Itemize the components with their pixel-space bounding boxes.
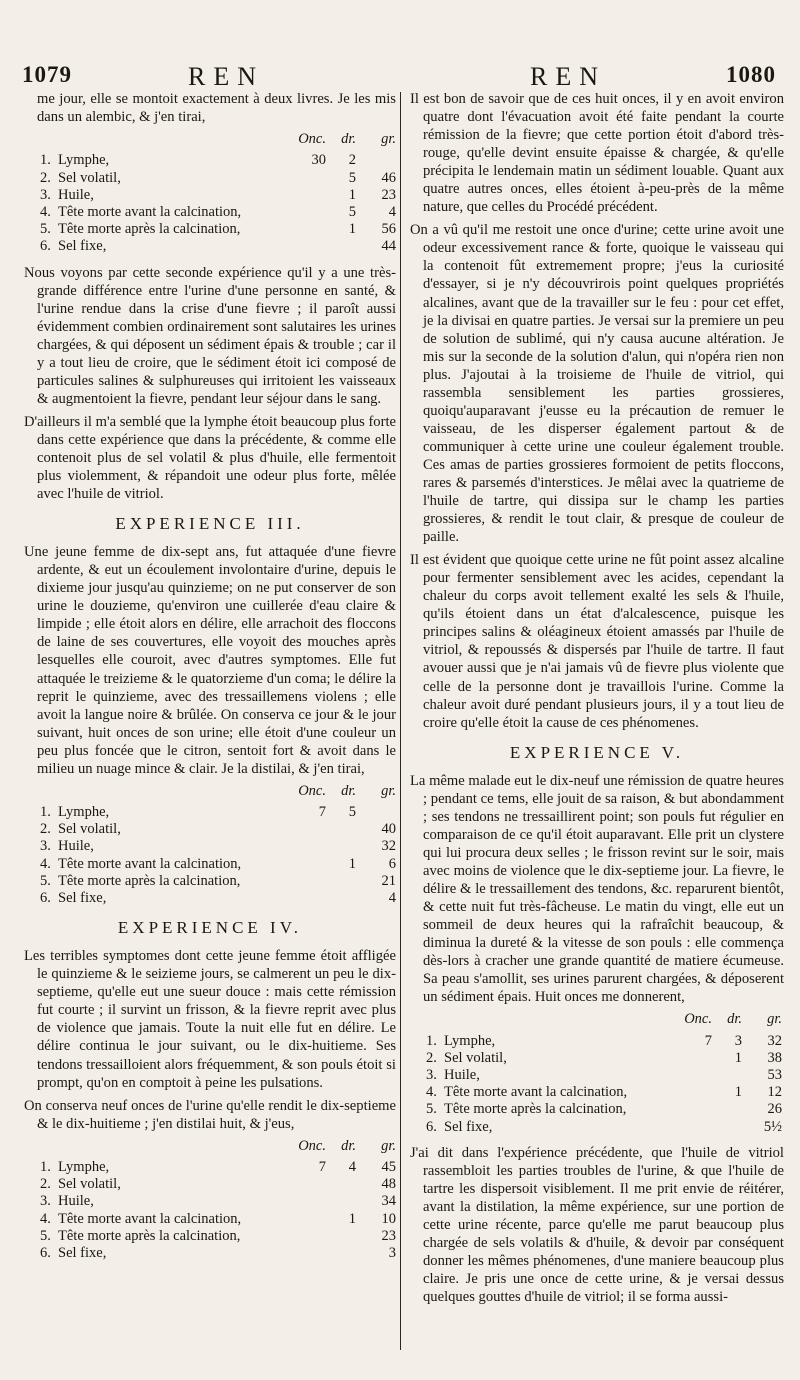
results-table-4 (426, 1011, 782, 1135)
table-row (40, 1245, 396, 1262)
table-row (426, 1101, 782, 1118)
table-row (40, 1159, 396, 1176)
value-drachmes (326, 838, 356, 855)
value-drachmes (326, 821, 356, 838)
value-grains: 34 (381, 1193, 396, 1210)
value-onces (682, 1101, 712, 1118)
row-number: 3. (40, 838, 51, 855)
value-drachmes: 5 (348, 803, 356, 820)
heading-experience-5: EXPERIENCE V. (509, 742, 685, 762)
table-row (40, 821, 396, 838)
left-page-number: 1079 (22, 62, 72, 87)
value-grains: 32 (381, 838, 396, 855)
column-divider (400, 92, 401, 1350)
value-grains (356, 152, 396, 169)
value-grains: 32 (767, 1032, 782, 1049)
unit-header: dr. (341, 131, 356, 148)
unit-header: dr. (341, 1137, 356, 1154)
value-grains: 56 (381, 221, 396, 238)
paragraph-experience-3: Une jeune femme de dix-sept ans, fut attaquée d'une fievre ardente, & eut un écoulement involontaire d'urine, depuis le dixieme jour jusqu'au quinzieme; on ne put conserver de son urine le douzieme, qu'environ une cuillerée d'eau claire & limpide ; elle étoit alors en délire, elle arrachoit des floccons de laine de ses couvertures, elle voyoit des mouches après lesquelles elle couroit, avec d'autres symptomes. Elle fut attaquée le treizieme & le quatorzieme d'un coma; le délire la reprit le quinzieme, avec des tressaillemens violens ; elle avoit la langue noire & brûlée. On conserva ce jour & le jour suivant, huit onces de son urine; elle étoit d'une couleur un peu plus foncée que le citron, sentoit fort & avoit dans le milieu un nuage mince & clair. Je la distilai, & j'en tirai, (24, 544, 396, 777)
row-label: Tête morte après la calcination, (444, 1101, 627, 1118)
row-number: 2. (40, 821, 51, 838)
value-grains: 48 (381, 1176, 396, 1193)
left-column (24, 90, 396, 1270)
results-table-2 (40, 783, 396, 907)
row-label: Tête morte avant la calcination, (58, 1210, 242, 1227)
value-onces (296, 1176, 326, 1193)
table-row (426, 1033, 782, 1050)
row-number: 2. (40, 1176, 51, 1193)
value-onces (296, 838, 326, 855)
row-label: Huile, (58, 1193, 94, 1210)
left-running-title: REN (188, 62, 264, 91)
unit-header: dr. (727, 1011, 742, 1028)
unit-header: Onc. (298, 131, 326, 148)
value-grains: 21 (381, 872, 396, 889)
value-grains: 10 (381, 1210, 396, 1227)
value-grains: 4 (388, 203, 396, 220)
value-drachmes (326, 890, 356, 907)
row-label: Sel volatil, (58, 1176, 121, 1193)
value-onces (682, 1084, 712, 1101)
results-table-3 (40, 1138, 396, 1262)
row-label: Tête morte avant la calcination, (58, 203, 242, 220)
row-label: Sel fixe, (444, 1118, 493, 1135)
value-drachmes: 1 (348, 186, 356, 203)
value-onces: 7 (704, 1032, 712, 1049)
table-row (40, 204, 396, 221)
value-drachmes: 5 (348, 169, 356, 186)
table-row (426, 1067, 782, 1084)
value-drachmes (326, 238, 356, 255)
value-onces (296, 890, 326, 907)
table-row (40, 890, 396, 907)
row-number: 3. (426, 1066, 437, 1083)
row-number: 4. (40, 1210, 51, 1227)
value-onces (296, 170, 326, 187)
value-drachmes: 1 (734, 1084, 742, 1101)
value-drachmes (326, 1228, 356, 1245)
paragraph-conserva: On conserva neuf onces de l'urine qu'elle rendit le dix-septieme & le dix-huitieme ; j'en distilai huit, & j'eus, (24, 1097, 396, 1132)
unit-header: gr. (381, 1137, 396, 1154)
results-table-1 (40, 131, 396, 255)
value-drachmes: 2 (348, 152, 356, 169)
table-row (40, 187, 396, 204)
row-number: 2. (426, 1049, 437, 1066)
row-number: 2. (40, 169, 51, 186)
value-onces (296, 187, 326, 204)
value-onces (296, 856, 326, 873)
paragraph-experience-4: Les terribles symptomes dont cette jeune femme étoit affligée le quinzieme & le seizieme jours, se calmerent un peu le dix-septieme, qu'elle eut une sueur douce : mais cette rémission fut courte ; il survint un frisson, & la fievre reprit avec plus de violence que jamais. Toute la nuit elle fut en délire. Le délire continua le jour suivant, ou le dix-huitieme. Ses tendons tressailloient alors fréquemment, & son pouls étoit si prompt, qu'on en comptoit à peine les pulsations. (24, 948, 396, 1091)
row-number: 1. (40, 803, 51, 820)
table-row (40, 170, 396, 187)
row-label: Tête morte après la calcination, (58, 872, 241, 889)
value-onces (682, 1119, 712, 1136)
row-number: 6. (40, 890, 51, 906)
unit-header: Onc. (298, 782, 326, 799)
unit-header: gr. (767, 1011, 782, 1028)
value-onces (296, 1245, 326, 1262)
unit-header: Onc. (298, 1137, 326, 1154)
value-drachmes (326, 1176, 356, 1193)
unit-header: Onc. (684, 1011, 712, 1028)
table-row (40, 856, 396, 873)
right-column (410, 90, 784, 1311)
row-number: 1. (426, 1032, 437, 1049)
row-number: 6. (40, 1244, 51, 1261)
paragraph-nous-voyons: Nous voyons par cette seconde expérience qu'il y a une très-grande différence entre l'urine d'une personne en santé, & l'urine rendue dans la crise d'une fievre ; il paroît aussi évidemment combien ordinairement sont salutaires les urines chargées, & qui déposent un sédiment épais & trouble ; car il y a tout lieu de croire, que le sédiment étoit ici composé de particules salines & sulphureuses qui irritoient les vaisseaux & augmentoient la fievre, pendant leur séjour dans le sang. (24, 264, 396, 407)
value-grains: 23 (381, 186, 396, 203)
row-label: Huile, (58, 186, 94, 203)
paragraph-experience-5: La même malade eut le dix-neuf une rémission de quatre heures ; pendant ce tems, elle jouit de sa raison, & but abondamment ; ses tendons ne tressaillirent point; son pouls fut régulier en comparaison de ce qu'il étoit auparavant. Elle prit un clystere qui lui procura deux selles ; le frisson revint sur le soir, mais avec moins de violence que le dix-septieme jour. La fievre, le délire & le tressaillement des tendons, &c. reparurent bientôt, & cette nuit fut très-fâcheuse. Le matin du vingt, elle eut un sommeil de deux heures qui la rafraîchit beaucoup, & diminua la dureté & la vitesse de son pouls : elle commença dès-lors à cracher une grande quantité de matiere écumeuse. Sa peau s'amollit, ses urines parurent chargées, & déposerent un sédiment épais. Huit onces me donnerent, (410, 772, 784, 1006)
value-grains: 6 (388, 855, 396, 872)
row-number: 4. (426, 1084, 437, 1101)
heading-experience-3: EXPERIENCE III. (115, 514, 305, 534)
unit-header: dr. (341, 782, 356, 799)
row-number: 4. (40, 203, 51, 220)
value-grains: 5½ (763, 1118, 782, 1135)
paragraph-ailleurs: D'ailleurs il m'a semblé que la lymphe étoit beaucoup plus forte dans cette expérience que dans la précédente, & comme elle contenoit plus de sel volatil & plus d'huile, elle fermentoit plus violemment, & répandoit une odeur plus forte, mêlée avec l'huile de vitriol. (24, 413, 396, 503)
value-onces: 30 (311, 152, 326, 169)
row-label: Sel fixe, (58, 890, 107, 906)
value-onces (296, 821, 326, 838)
value-drachmes: 3 (734, 1032, 742, 1049)
value-grains: 46 (381, 169, 396, 186)
row-number: 5. (40, 221, 51, 238)
row-number: 6. (40, 238, 51, 255)
value-drachmes: 1 (348, 855, 356, 872)
value-onces (682, 1050, 712, 1067)
value-onces (296, 1211, 326, 1228)
value-drachmes (326, 1245, 356, 1262)
table-row (426, 1084, 782, 1101)
value-drachmes: 1 (348, 1210, 356, 1227)
row-label: Lymphe, (444, 1032, 496, 1049)
row-label: Lymphe, (58, 1158, 110, 1175)
paragraph-bon-savoir: Il est bon de savoir que de ces huit onces, il y en avoit environ quatre dont l'évacuation avoit été faite pendant la courte rémission de la fievre; que cette portion étoit d'abord très-rouge, qu'elle devint ensuite épaisse & chargée, & qu'elle précipita le lendemain matin un sédiment louable. Quant aux quatre autres onces, elles étoient à-peu-près de la même nature, que celles du Procédé précédent. (410, 91, 784, 216)
row-label: Tête morte avant la calcination, (444, 1084, 628, 1101)
row-number: 3. (40, 1193, 51, 1210)
value-drachmes (326, 873, 356, 890)
value-grains: 4 (388, 890, 396, 906)
row-label: Sel fixe, (58, 1244, 107, 1261)
unit-header: gr. (381, 131, 396, 148)
value-onces (296, 873, 326, 890)
right-page-number: 1080 (726, 62, 776, 87)
table-row (40, 804, 396, 821)
row-number: 1. (40, 152, 51, 169)
row-label: Huile, (444, 1066, 480, 1083)
row-label: Tête morte après la calcination, (58, 221, 241, 238)
table-row (426, 1050, 782, 1067)
value-drachmes: 1 (348, 221, 356, 238)
value-grains: 44 (381, 238, 396, 255)
row-label: Tête morte après la calcination, (58, 1227, 241, 1244)
row-number: 5. (40, 872, 51, 889)
row-number: 6. (426, 1118, 437, 1135)
table-row (40, 873, 396, 890)
row-label: Huile, (58, 838, 94, 855)
row-label: Sel volatil, (58, 821, 121, 838)
value-onces (296, 1193, 326, 1210)
table-row (40, 1228, 396, 1245)
row-label: Sel fixe, (58, 238, 107, 255)
table-row (40, 221, 396, 238)
paragraph-ai-dit: J'ai dit dans l'expérience précédente, que l'huile de vitriol rassembloit les parties troubles de l'urine, & que l'huile de tartre les dispersoit visiblement. Il me prit envie de réitérer, avant la distilation, la même expérience, sur une portion de cette urine récente, parce qu'elle me parut beaucoup plus chargée de sels volatils & d'huile, & devoir par conséquent donner les mêmes phénomenes, d'une maniere beaucoup plus claire. Je pris une once de cette urine, & je versai dessus quelques gouttes d'huile de vitriol; il se forma aussi- (410, 1144, 784, 1306)
table-row (40, 1211, 396, 1228)
table-row (426, 1119, 782, 1136)
row-label: Sel volatil, (58, 169, 121, 186)
row-number: 3. (40, 186, 51, 203)
value-grains: 40 (381, 821, 396, 838)
row-number: 5. (40, 1227, 51, 1244)
row-label: Lymphe, (58, 152, 110, 169)
value-drachmes (712, 1067, 742, 1084)
value-grains: 12 (767, 1084, 782, 1101)
value-drachmes (326, 1193, 356, 1210)
value-drachmes: 4 (348, 1158, 356, 1175)
table-row (40, 152, 396, 169)
value-drachmes: 5 (348, 203, 356, 220)
table-row (40, 1176, 396, 1193)
value-drachmes: 1 (734, 1049, 742, 1066)
value-grains (356, 804, 396, 821)
row-label: Lymphe, (58, 803, 110, 820)
value-grains: 53 (767, 1066, 782, 1083)
value-onces (296, 1228, 326, 1245)
unit-header: gr. (381, 782, 396, 799)
paragraph-once-urine: On a vû qu'il me restoit une once d'urine; cette urine avoit une odeur excessivement rance & forte, quoique le vaisseau qui la contenoit fût extremement propre; j'eus la curiosité d'essayer, si je n'y découvrirois point quelques propriétés alcalines, avant que de la travailler sur le feu : pour cet effet, je la divisai en quatre parties. Je versai sur la premiere un peu de solution de sublimé, qui n'y causa aucune altération. Je mis sur la seconde de la solution d'alun, qui n'opéra rien non plus. J'ajoutai à la troisieme de l'huile de vitriol, qui rassembla sensiblement les parties grossieres, quoiqu'auparavant j'eusse eu la précaution de remuer le vaisseau, de les disperser également partout & de communiquer à cette urine une couleur également trouble. Ces amas de parties grossieres formoient de petits floccons, rares & parsemés d'interstices. Je mêlai avec la quatrieme de l'huile de tartre, qui dissipa sur le champ les parties grossieres, & rendit le tout clair, & presque de couleur de paille. (410, 222, 784, 546)
value-grains: 38 (767, 1049, 782, 1066)
row-label: Sel volatil, (444, 1049, 507, 1066)
right-running-title: REN (530, 62, 606, 91)
heading-experience-4: EXPERIENCE IV. (117, 918, 303, 938)
table-row (40, 238, 396, 255)
value-grains: 23 (381, 1227, 396, 1244)
value-onces (296, 238, 326, 255)
value-onces (296, 221, 326, 238)
value-onces (296, 204, 326, 221)
paragraph-evident: Il est évident que quoique cette urine ne fût point assez alcaline pour fermenter sensiblement avec les acides, cependant la chaleur du corps avoit tellement exalté les sels & l'huile, qu'ils étoient dans un état d'alcalescence, puisque les principes salins & oléagineux étoient amassés par l'huile de vitriol, & repoussés & dispersés par l'huile de tartre. Il faut avouer aussi que je n'ai jamais vû de fievre plus violente que celle de la personne dont je travaillois l'urine. Comme la chaleur avoit duré pendant plusieurs jours, il y a tout lieu de croire qu'elle étoit la cause de ces phénomenes. (410, 552, 784, 731)
row-label: Tête morte avant la calcination, (58, 855, 242, 872)
row-number: 1. (40, 1158, 51, 1175)
value-grains: 26 (767, 1101, 782, 1118)
value-onces: 7 (318, 803, 326, 820)
value-grains: 3 (388, 1244, 396, 1261)
value-drachmes (712, 1119, 742, 1136)
table-row (40, 1193, 396, 1210)
value-drachmes (712, 1101, 742, 1118)
value-onces: 7 (318, 1158, 326, 1175)
row-number: 4. (40, 855, 51, 872)
row-number: 5. (426, 1101, 437, 1118)
paragraph-intro: me jour, elle se montoit exactement à deux livres. Je les mis dans un alembic, & j'en tirai, (37, 91, 396, 126)
value-grains: 45 (381, 1158, 396, 1175)
table-row (40, 838, 396, 855)
value-onces (682, 1067, 712, 1084)
